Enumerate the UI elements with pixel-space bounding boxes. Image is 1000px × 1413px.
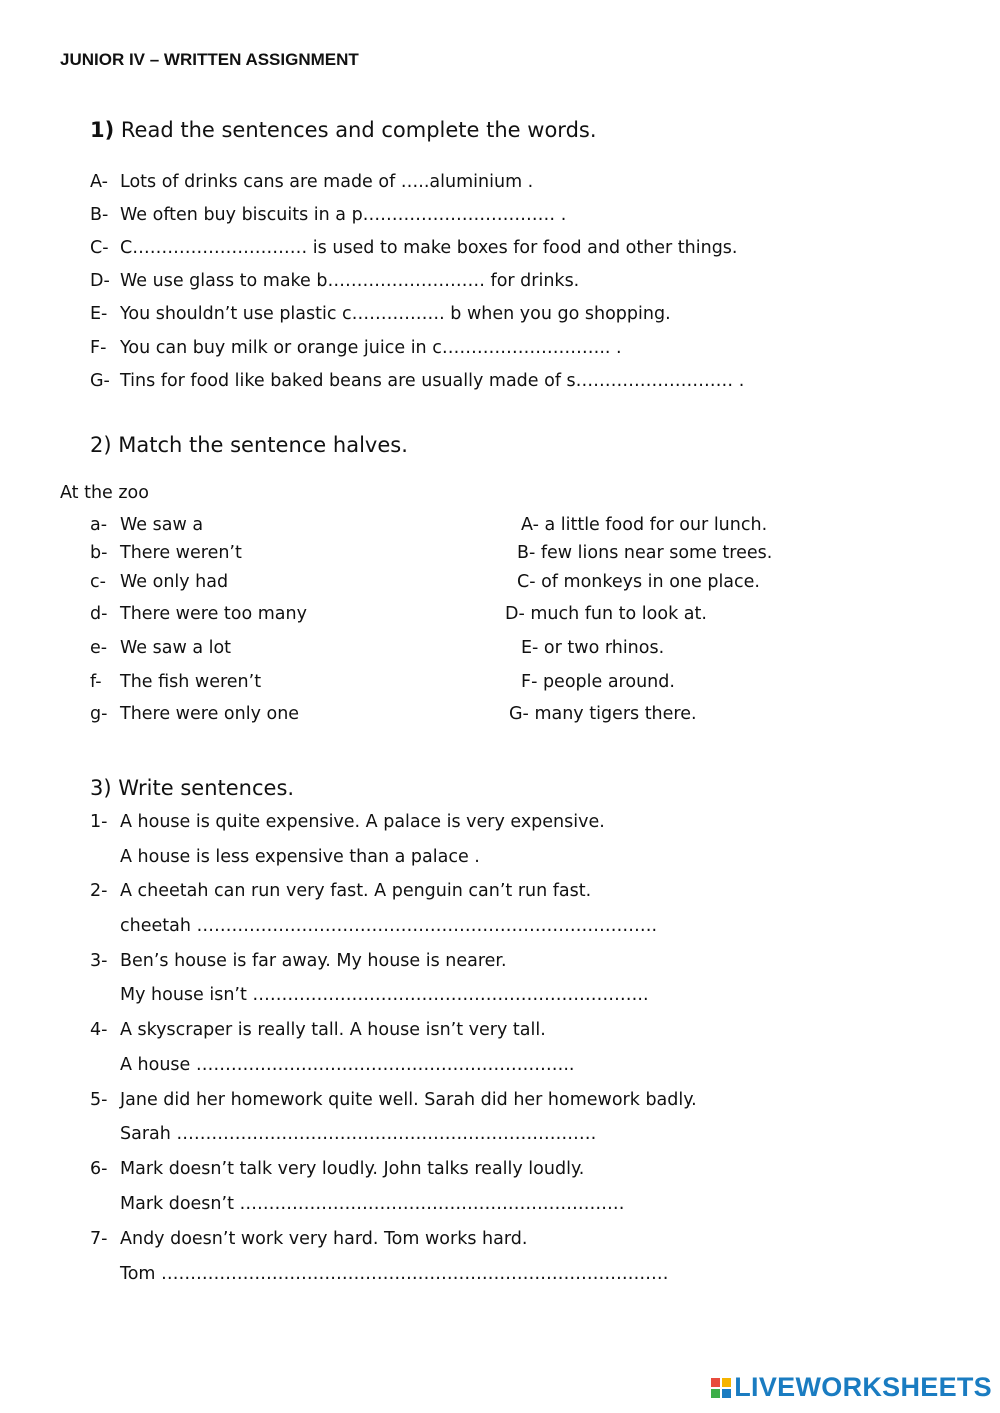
section1-item-c: C- C………………………… is used to make boxes for food and other things. (90, 238, 738, 258)
sentence-prompt-5: 5- Jane did her homework quite well. Sarah did her homework badly. (90, 1090, 697, 1110)
sentence-answer-5: Sarah ……………………………………………………………… (120, 1124, 597, 1144)
section1-heading-text: Read the sentences and complete the words. (114, 118, 597, 142)
liveworksheets-logo[interactable] (711, 1372, 992, 1403)
brand-logo-icon (711, 1378, 731, 1398)
sentence-prompt-6: 6- Mark doesn’t talk very loudly. John talks really loudly. (90, 1159, 585, 1179)
section1-item-f: F- You can buy milk or orange juice in c……………………….. . (90, 338, 622, 358)
section2-heading: 2) Match the sentence halves. (90, 433, 408, 457)
sentence-prompt-4: 4- A skyscraper is really tall. A house isn’t very tall. (90, 1020, 546, 1040)
sentence-answer-3: My house isn’t ………………………………………………………….. (120, 985, 649, 1005)
section1-item-e: E- You shouldn’t use plastic c……………. b when you go shopping. (90, 304, 671, 324)
match-right-g: G- many tigers there. (509, 704, 697, 724)
match-right-c: C- of monkeys in one place. (517, 572, 760, 592)
section1-heading (90, 118, 597, 142)
section1-item-d: D- We use glass to make b……………………… for drinks. (90, 271, 580, 291)
document-title: JUNIOR IV – WRITTEN ASSIGNMENT (60, 50, 359, 69)
match-right-e: E- or two rhinos. (521, 638, 665, 658)
sentence-answer-2: cheetah ……………………………………………………………………. (120, 916, 658, 936)
match-left-d: d- There were too many (90, 604, 307, 624)
section3-heading: 3) Write sentences. (90, 776, 295, 800)
section1-item-b: B- We often buy biscuits in a p…………………………… . (90, 205, 567, 225)
match-right-b: B- few lions near some trees. (517, 543, 773, 563)
sentence-prompt-1: 1- A house is quite expensive. A palace is very expensive. (90, 812, 605, 832)
sentence-prompt-7: 7- Andy doesn’t work very hard. Tom works hard. (90, 1229, 528, 1249)
sentence-prompt-2: 2- A cheetah can run very fast. A penguin can’t run fast. (90, 881, 592, 901)
brand-name: LIVEWORKSHEETS (734, 1372, 992, 1402)
sentence-answer-7: Tom …………………………………………………………………………… (120, 1264, 669, 1284)
match-left-a: a- We saw a (90, 515, 204, 535)
section1-number: 1) (90, 118, 115, 142)
match-left-e: e- We saw a lot (90, 638, 232, 658)
match-left-c: c- We only had (90, 572, 229, 592)
match-left-g: g- There were only one (90, 704, 300, 724)
match-right-f: F- people around. (521, 672, 675, 692)
sentence-prompt-3: 3- Ben’s house is far away. My house is nearer. (90, 951, 507, 971)
sentence-answer-1: A house is less expensive than a palace . (120, 847, 480, 867)
match-left-f: f- The fish weren’t (90, 672, 262, 692)
sentence-answer-4: A house ……………………………………………………….. (120, 1055, 575, 1075)
section2-subtitle: At the zoo (60, 483, 149, 503)
match-right-a: A- a little food for our lunch. (521, 515, 768, 535)
section1-item-a: A- Lots of drinks cans are made of …..aluminium . (90, 172, 534, 192)
match-right-d: D- much fun to look at. (505, 604, 707, 624)
match-left-b: b- There weren’t (90, 543, 242, 563)
sentence-answer-6: Mark doesn’t ………………………………………………………… (120, 1194, 625, 1214)
section1-item-g: G- Tins for food like baked beans are usually made of s……………………… . (90, 371, 745, 391)
